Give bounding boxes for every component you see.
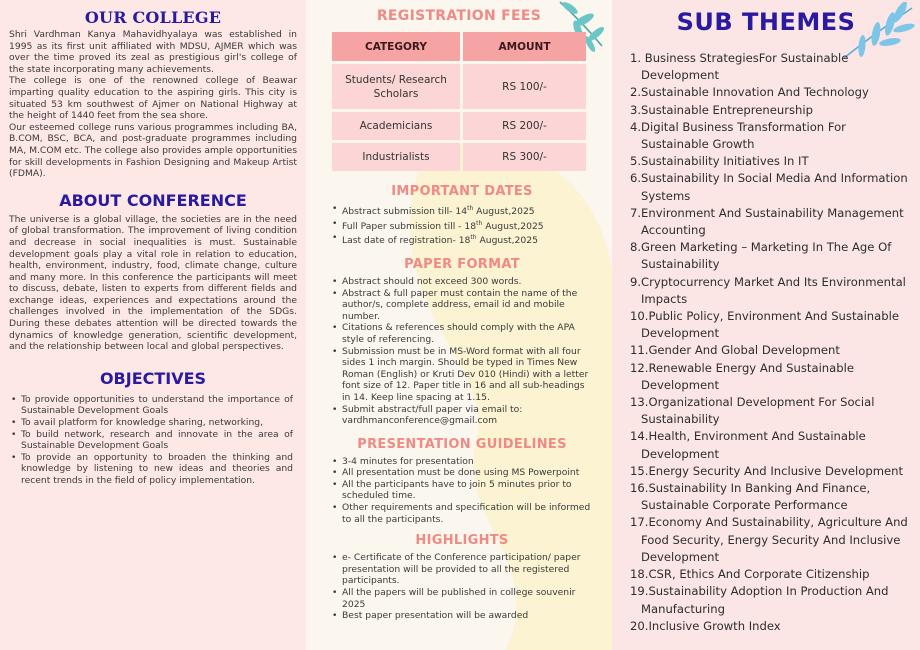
list-item: 2.Sustainable Innovation And Technology <box>630 85 869 100</box>
format-list <box>332 276 592 427</box>
conference-heading: ABOUT CONFERENCE <box>59 190 247 210</box>
list-item: • Abstract submission till- 14th August,2025 <box>332 203 592 218</box>
list-item: • Citations & references should comply with the APA style of referencing. <box>332 322 592 345</box>
fees-table <box>329 29 589 174</box>
left-panel <box>0 0 306 650</box>
table-header-row <box>332 32 586 61</box>
list-item: 10.Public Policy, Environment And Sustainable Development <box>630 309 899 341</box>
list-item: • Last date of registration- 18th August,2025 <box>332 232 592 247</box>
list-item: • Other requirements and specification will be informed to all the participants. <box>332 502 592 525</box>
list-item: • All the papers will be published in college souvenir 2025 <box>332 587 592 610</box>
list-item: 4.Digital Business Transformation For Sustainable Growth <box>630 119 846 152</box>
guidelines-list <box>332 456 592 526</box>
subthemes-list <box>612 50 920 635</box>
list-item: • To build network, research and innovate in the area of Sustainable Development Goals <box>11 429 293 452</box>
list-item: • Abstract should not exceed 300 words. <box>332 276 592 288</box>
format-heading: PAPER FORMAT <box>404 256 520 272</box>
table-row <box>332 143 586 171</box>
college-paragraph: Shri Vardhman Kanya Mahavidhyalaya was established in 1995 as its first unit affiliated with MDSU, AJMER which was over the time proved its zeal as prestigious girl's college of the state incorporating many achievements. <box>9 29 297 75</box>
college-text <box>9 29 297 180</box>
fee-amount: RS 300/- <box>463 143 586 171</box>
list-item: 5.Sustainability Initiatives In IT <box>630 154 809 169</box>
list-item: 15.Energy Security And Inclusive Development <box>630 463 904 478</box>
list-item: 12.Renewable Energy And Sustainable Development <box>630 360 854 392</box>
list-item: 11.Gender And Global Development <box>630 343 840 358</box>
dates-heading: IMPORTANT DATES <box>391 184 533 199</box>
right-panel <box>612 0 920 650</box>
college-heading: OUR COLLEGE <box>84 8 222 27</box>
list-item: • 3-4 minutes for presentation <box>332 456 592 468</box>
fee-amount: RS 200/- <box>463 112 586 140</box>
list-item: • To avail platform for knowledge sharing, networking, <box>11 417 293 429</box>
middle-panel <box>306 0 612 650</box>
amount-header: AMOUNT <box>463 32 586 61</box>
highlights-list <box>332 552 592 622</box>
subthemes-heading: SUB THEMES <box>676 8 856 36</box>
fees-heading: REGISTRATION FEES <box>376 8 542 24</box>
conference-paragraph: The universe is a global village, the societies are in the need of global transformation. The improvement of living condition and decrease in social inequalities is must. Sustainable development goals play a vital role in relation to education, health, environment, industry, food, climate change, culture and many more. In this conference the participants will meet to discuss, debate, listen to experts from different fields and exchange ideas, experiences and expectations around the challenges involved in the implementation of the SDGs. During these debates attention will be directed towards the dynamics of knowledge generation, scientific development, and the relationship between local and global perspectives. <box>9 213 297 353</box>
list-item: 13.Organizational Development For Social Sustainability <box>630 395 875 427</box>
list-item: • Best paper presentation will be awarded <box>332 610 592 622</box>
list-item: 3.Sustainable Entrepreneurship <box>630 102 813 117</box>
list-item: • To provide an opportunity to broaden the thinking and knowledge by listening to new ideas and theories and recent trends in the field of policy implementation. <box>11 452 293 487</box>
list-item: • e- Certificate of the Conference participation/ paper presentation will be provided to all the registered participants. <box>332 552 592 587</box>
list-item: 17.Economy And Sustainability, Agriculture And Food Security, Energy Security And Inclusive Development <box>630 515 908 564</box>
dates-list <box>332 203 592 247</box>
table-row <box>332 64 586 109</box>
list-item: 6.Sustainability In Social Media And Information Systems <box>630 171 908 203</box>
list-item: 16.Sustainability In Banking And Finance, Sustainable Corporate Performance <box>630 481 871 513</box>
list-item: 1. Business StrategiesFor Sustainable Development <box>630 51 849 83</box>
list-item: 18.CSR, Ethics And Corporate Citizenship <box>630 567 870 582</box>
fee-category: Industrialists <box>332 143 460 171</box>
college-paragraph: Our esteemed college runs various programmes including BA, B.COM, BSC, BCA, and post-graduate programmes including MA, M.COM etc. The college also provides ample opportunities for skill developments in Fashion Designing and Makeup Artist (FDMA). <box>9 121 297 180</box>
highlights-heading: HIGHLIGHTS <box>415 533 509 549</box>
objectives-list <box>9 394 297 487</box>
list-item: • To provide opportunities to understand the importance of Sustainable Development Goals <box>11 394 293 417</box>
list-item: • All presentation must be done using MS Powerpoint <box>332 467 592 479</box>
list-item: 14.Health, Environment And Sustainable Development <box>630 429 866 461</box>
list-item: 9.Cryptocurrency Market And Its Environmental Impacts <box>630 274 906 306</box>
list-item: 19.Sustainability Adoption In Production And Manufacturing <box>630 584 889 616</box>
list-item: • Submission must be in MS-Word format with all four sides 1 inch margin. Should be typed in Times New Roman (English) or Kruti Dev 010 (Hindi) with a letter font size of 12. Paper title in 16 and all sub-headings in 14. Keep line spacing at 1.15. <box>332 346 592 404</box>
list-item: • Submit abstract/full paper via email to: vardhmanconference@gmail.com <box>332 404 592 427</box>
objectives-heading: OBJECTIVES <box>99 368 207 388</box>
fee-amount: RS 100/- <box>463 64 586 109</box>
fee-category: Students/ Research Scholars <box>332 64 460 109</box>
guidelines-heading: PRESENTATION GUIDELINES <box>357 436 567 452</box>
list-item: 7.Environment And Sustainability Management Accounting <box>630 205 904 238</box>
table-row <box>332 112 586 140</box>
fee-category: Academicians <box>332 112 460 140</box>
college-paragraph: The college is one of the renowned college of Beawar imparting quality education to the aspiring girls. This city is situated 53 km southwest of Ajmer on National Highway at the height of 1440 feet from the sea shore. <box>9 75 297 122</box>
category-header: CATEGORY <box>332 32 460 61</box>
list-item: 20.Inclusive Growth Index <box>630 618 781 633</box>
list-item: • Abstract & full paper must contain the name of the author/s, complete address, email id and mobile number. <box>332 288 592 323</box>
list-item: • All the participants have to join 5 minutes prior to scheduled time. <box>332 479 592 502</box>
list-item: • Full Paper submission till - 18th August,2025 <box>332 218 592 233</box>
list-item: 8.Green Marketing – Marketing In The Age Of Sustainability <box>630 240 892 272</box>
